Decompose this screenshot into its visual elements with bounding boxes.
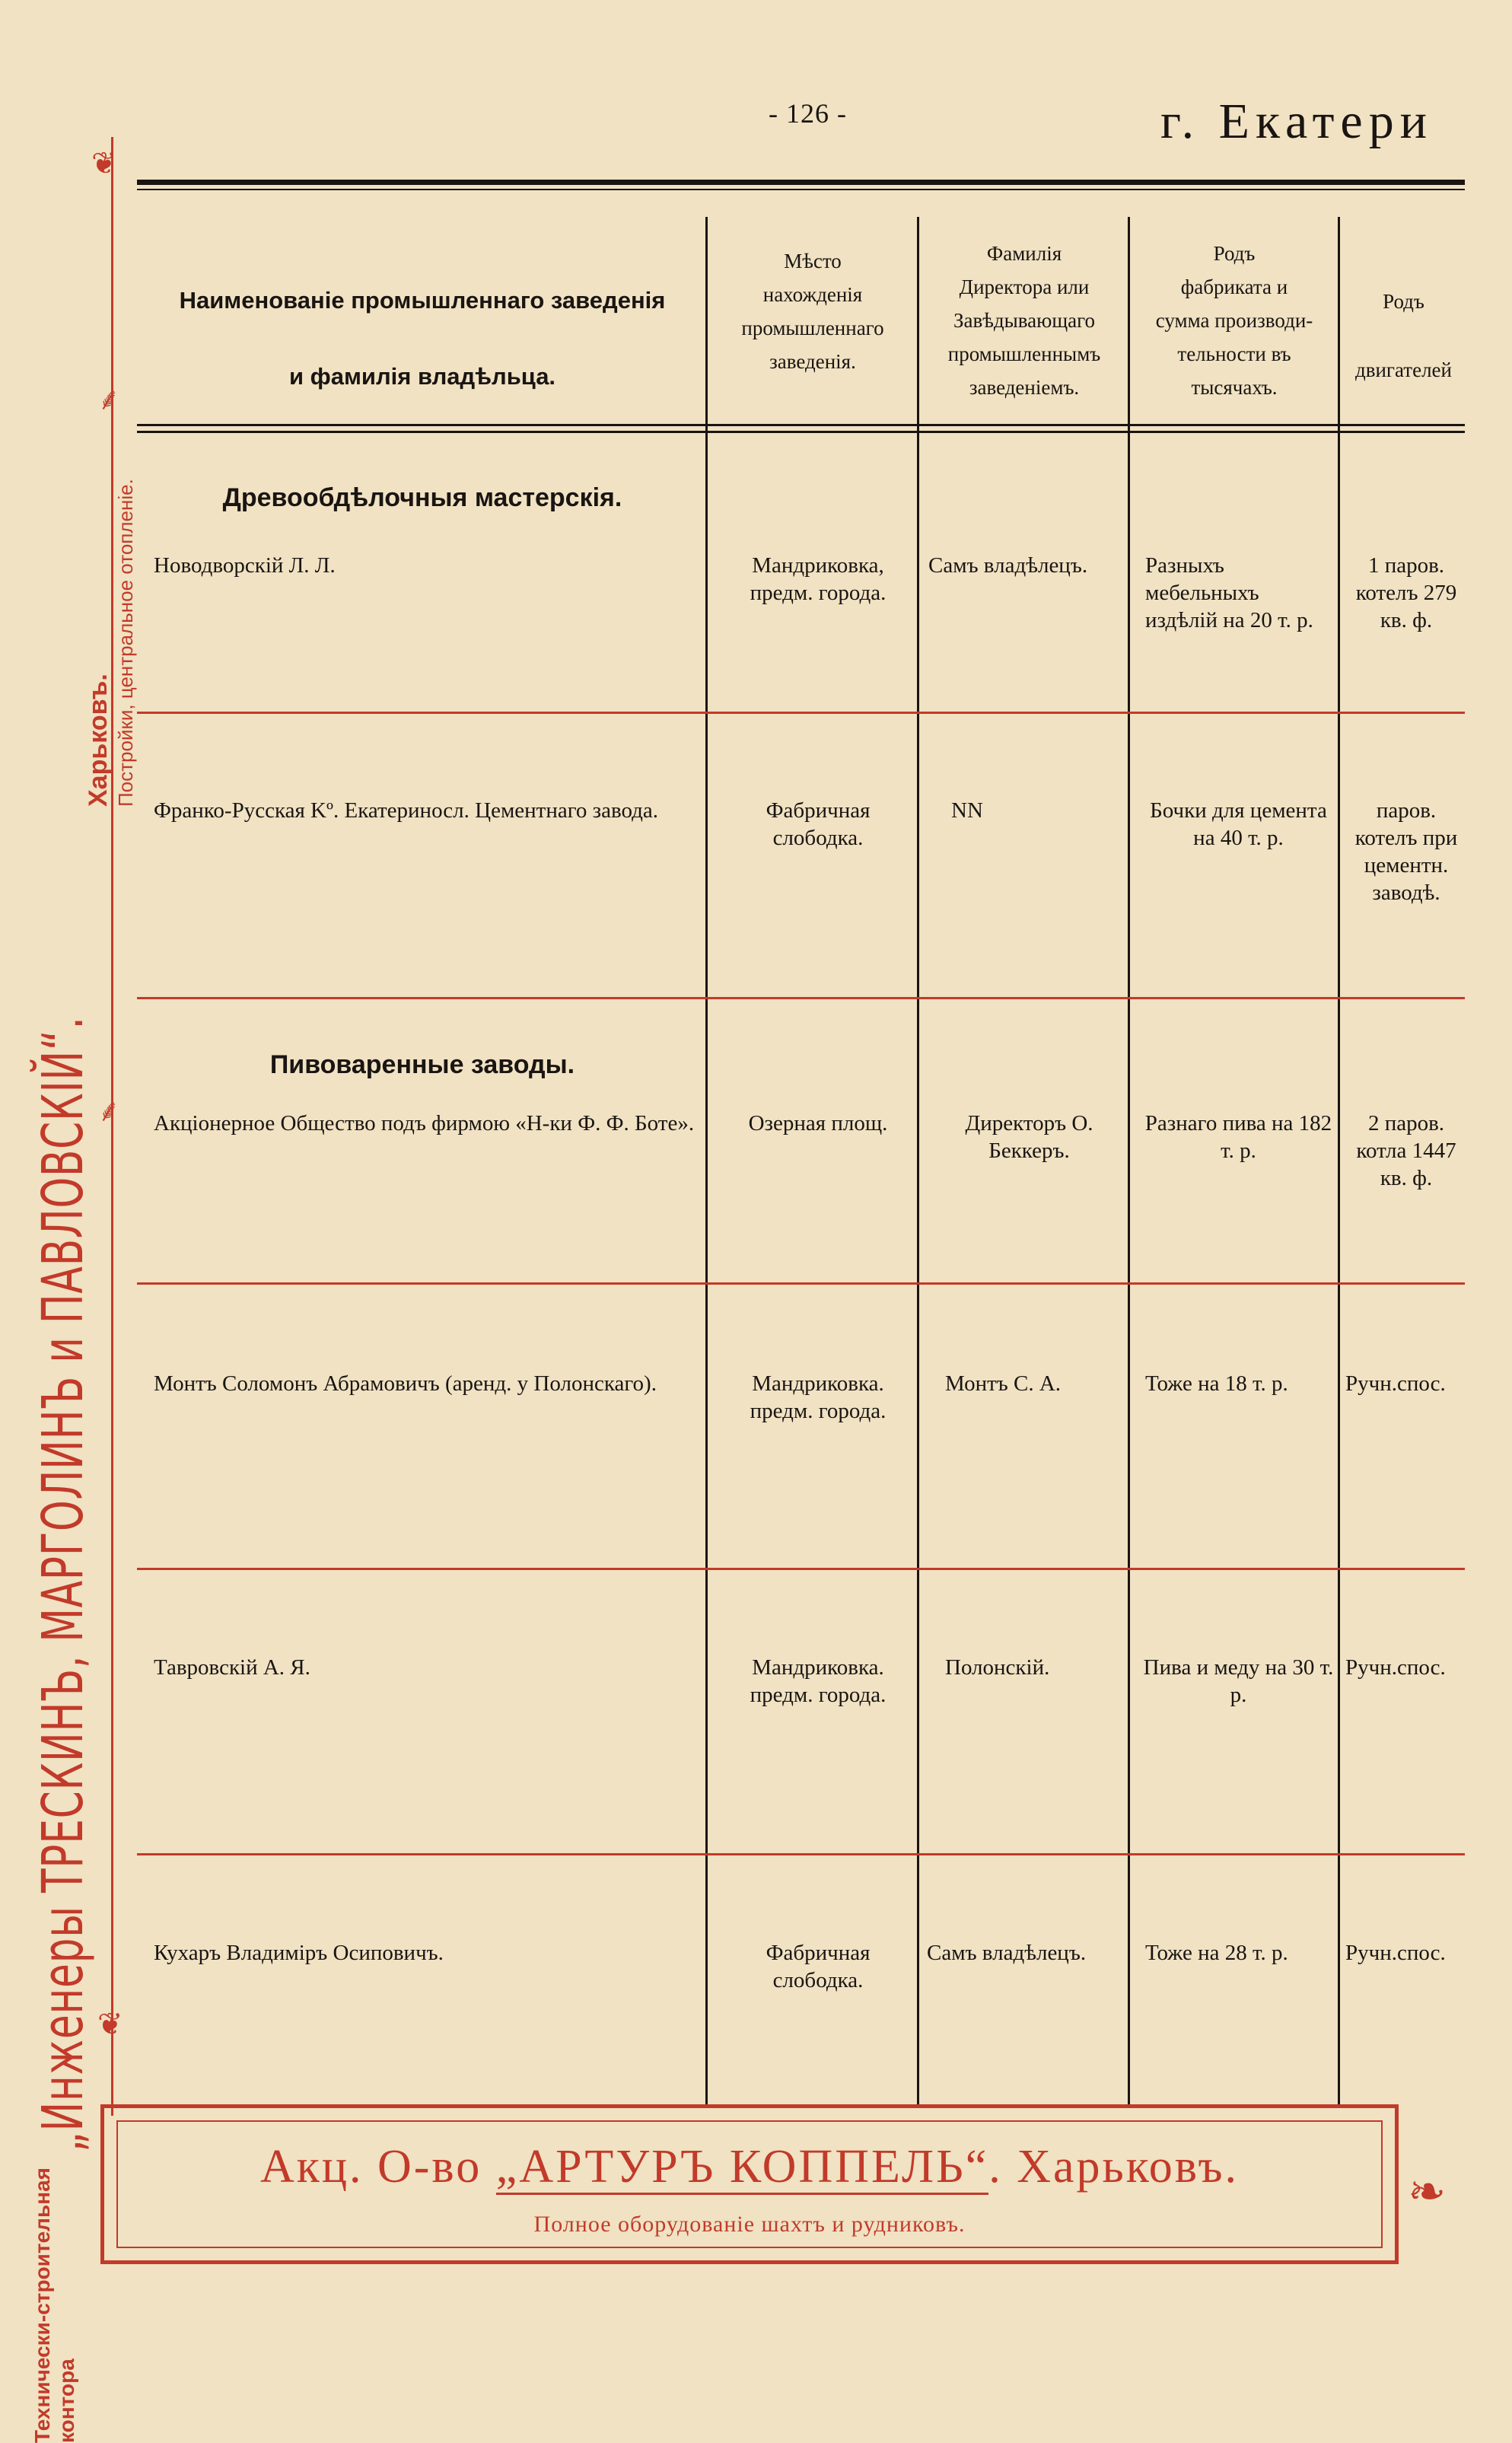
- header-director-line: Директора или: [959, 276, 1090, 298]
- row-director: Полонскій.: [945, 1655, 1050, 1680]
- side-ad-line1b: контора: [55, 2359, 78, 2443]
- row-separator: [137, 1568, 1465, 1570]
- header-director-line: заведеніемъ.: [969, 376, 1080, 399]
- header-engines-line: двигателей: [1355, 358, 1452, 381]
- row-owner: [154, 1370, 705, 1397]
- row-place: Мандриковка, предм. города.: [750, 553, 887, 605]
- ornament-flourish-icon: ❦: [97, 2007, 123, 2041]
- side-ad-line1a: Технически-строительная: [30, 2167, 54, 2443]
- header-product-line: тысячахъ.: [1191, 376, 1278, 399]
- row-engines: Ручн.спос.: [1345, 1655, 1446, 1680]
- section-heading: Пивоваренные заводы.: [269, 1050, 575, 1079]
- column-divider: [917, 217, 919, 2104]
- row-product: Пива и меду на 30 т. р.: [1143, 1655, 1334, 1707]
- row-owner-text: Кухаръ Владиміръ Осиповичъ.: [154, 1941, 444, 1965]
- row-place: Озерная площ.: [748, 1111, 888, 1136]
- header-place-line: заведенія.: [769, 350, 856, 373]
- row-owner: [154, 797, 705, 824]
- row-owner-text: Акціонерное Общество подъ фирмою «Н-ки Ф. Ф. Боте».: [154, 1111, 695, 1136]
- ornament-flourish-icon: ⸙: [97, 1094, 120, 1128]
- row-engines: паров. котелъ при цементн. заводѣ.: [1354, 798, 1458, 905]
- row-engines: 1 паров. котелъ 279 кв. ф.: [1355, 553, 1457, 632]
- side-ad-firm-type: [30, 2167, 79, 2443]
- header-director-line: Завѣдывающаго: [953, 309, 1096, 332]
- row-owner: [154, 1110, 705, 1137]
- header-product: [1131, 237, 1338, 404]
- header-place-line: Мѣсто: [784, 250, 842, 272]
- row-product: Тоже на 28 т. р.: [1145, 1941, 1288, 1965]
- row-owner: [154, 1939, 705, 1967]
- row-engines: Ручн.спос.: [1345, 1941, 1446, 1965]
- row-owner: [154, 1654, 705, 1681]
- ornament-flourish-icon: ❧: [1408, 2167, 1447, 2217]
- side-ad-services: Постройки, центральное отопленіе.: [114, 479, 137, 807]
- header-director-line: Фамилія: [986, 242, 1062, 265]
- row-separator: [137, 712, 1465, 714]
- header-product-line: сумма производи-: [1155, 309, 1313, 332]
- row-product: Разнаго пива на 182 т. р.: [1144, 1111, 1332, 1163]
- row-product: Тоже на 18 т. р.: [1145, 1371, 1288, 1396]
- row-director: Самъ владѣлецъ.: [927, 1941, 1087, 1965]
- row-place: Мандриковка. предм. города.: [750, 1655, 887, 1707]
- row-product: Разныхъ мебельныхъ издѣлій на 20 т. р.: [1145, 553, 1313, 632]
- row-owner: [154, 552, 705, 579]
- bottom-ad-prefix: Акц. О-во: [259, 2141, 496, 2193]
- header-director-line: промышленнымъ: [947, 342, 1101, 365]
- ornament-flourish-icon: ❦: [91, 146, 117, 180]
- row-engines: 2 паров. котла 1447 кв. ф.: [1356, 1111, 1456, 1190]
- header-place: [709, 244, 916, 378]
- section-heading: Древообдѣлочныя мастерскія.: [222, 483, 622, 512]
- running-title: г. Екатери: [1160, 94, 1434, 149]
- header-rule: [137, 180, 1465, 185]
- header-engines-line: Родъ: [1383, 290, 1424, 313]
- row-owner-text: Франко-Русская Kº. Екатериносл. Цементнаго завода.: [154, 798, 659, 823]
- row-product: Бочки для цемента на 40 т. р.: [1150, 798, 1327, 850]
- row-director: Самъ владѣлецъ.: [928, 553, 1088, 578]
- row-owner-text: Монтъ Соломонъ Абрамовичъ (аренд. у Полонскаго).: [154, 1371, 657, 1396]
- row-owner-text: Тавровскій А. Я.: [154, 1655, 310, 1680]
- row-separator: [137, 1853, 1465, 1855]
- header-owner-line2: и фамилія владѣльца.: [288, 363, 556, 390]
- bottom-ad-suffix: . Харьковъ.: [988, 2141, 1240, 2193]
- row-place: Фабричная слободка.: [766, 798, 871, 850]
- bottom-ad-subtitle: Полное оборудованіе шахтъ и рудниковъ.: [533, 2212, 966, 2237]
- row-owner-text: Новодворскій Л. Л.: [154, 553, 336, 578]
- header-rule-thin: [137, 189, 1465, 190]
- row-place: Фабричная слободка.: [766, 1941, 871, 1992]
- bottom-ad-company: „АРТУРЪ КОППЕЛЬ“: [496, 2141, 988, 2195]
- bottom-ad-title: [104, 2140, 1395, 2194]
- header-place-line: промышленнаго: [741, 317, 884, 339]
- row-director: NN: [951, 798, 983, 823]
- row-place: Мандриковка. предм. города.: [750, 1371, 887, 1423]
- page-number: - 126 -: [769, 98, 847, 129]
- header-engines: [1341, 267, 1466, 404]
- header-owner: [137, 263, 708, 415]
- header-product-line: тельности въ: [1177, 342, 1291, 365]
- ornament-flourish-icon: ⸙: [97, 382, 120, 416]
- row-director: Монтъ С. А.: [945, 1371, 1062, 1396]
- factory-table: [137, 217, 1465, 2108]
- header-owner-line1: Наименованіе промышленнаго заведенія: [179, 287, 666, 314]
- column-divider: [1338, 217, 1340, 2104]
- row-separator: [137, 1282, 1465, 1285]
- header-place-line: нахожденія: [762, 283, 863, 306]
- bottom-advertisement: [100, 2104, 1399, 2264]
- header-director: [921, 237, 1128, 404]
- row-director: Директоръ О. Беккеръ.: [965, 1111, 1093, 1163]
- row-separator: [137, 997, 1465, 999]
- header-product-line: фабриката и: [1180, 276, 1288, 298]
- side-ad-main: „Инженеры ТРЕСКИНЪ, МАРГОЛИНЪ и ПАВЛОВСКІЙ“.: [30, 1016, 96, 2152]
- header-bottom-rule: [137, 424, 1465, 426]
- header-product-line: Родъ: [1213, 242, 1256, 265]
- side-ad-city: Харьковъ.: [84, 674, 113, 807]
- row-engines: Ручн.спос.: [1345, 1371, 1446, 1396]
- header-bottom-rule: [137, 431, 1465, 433]
